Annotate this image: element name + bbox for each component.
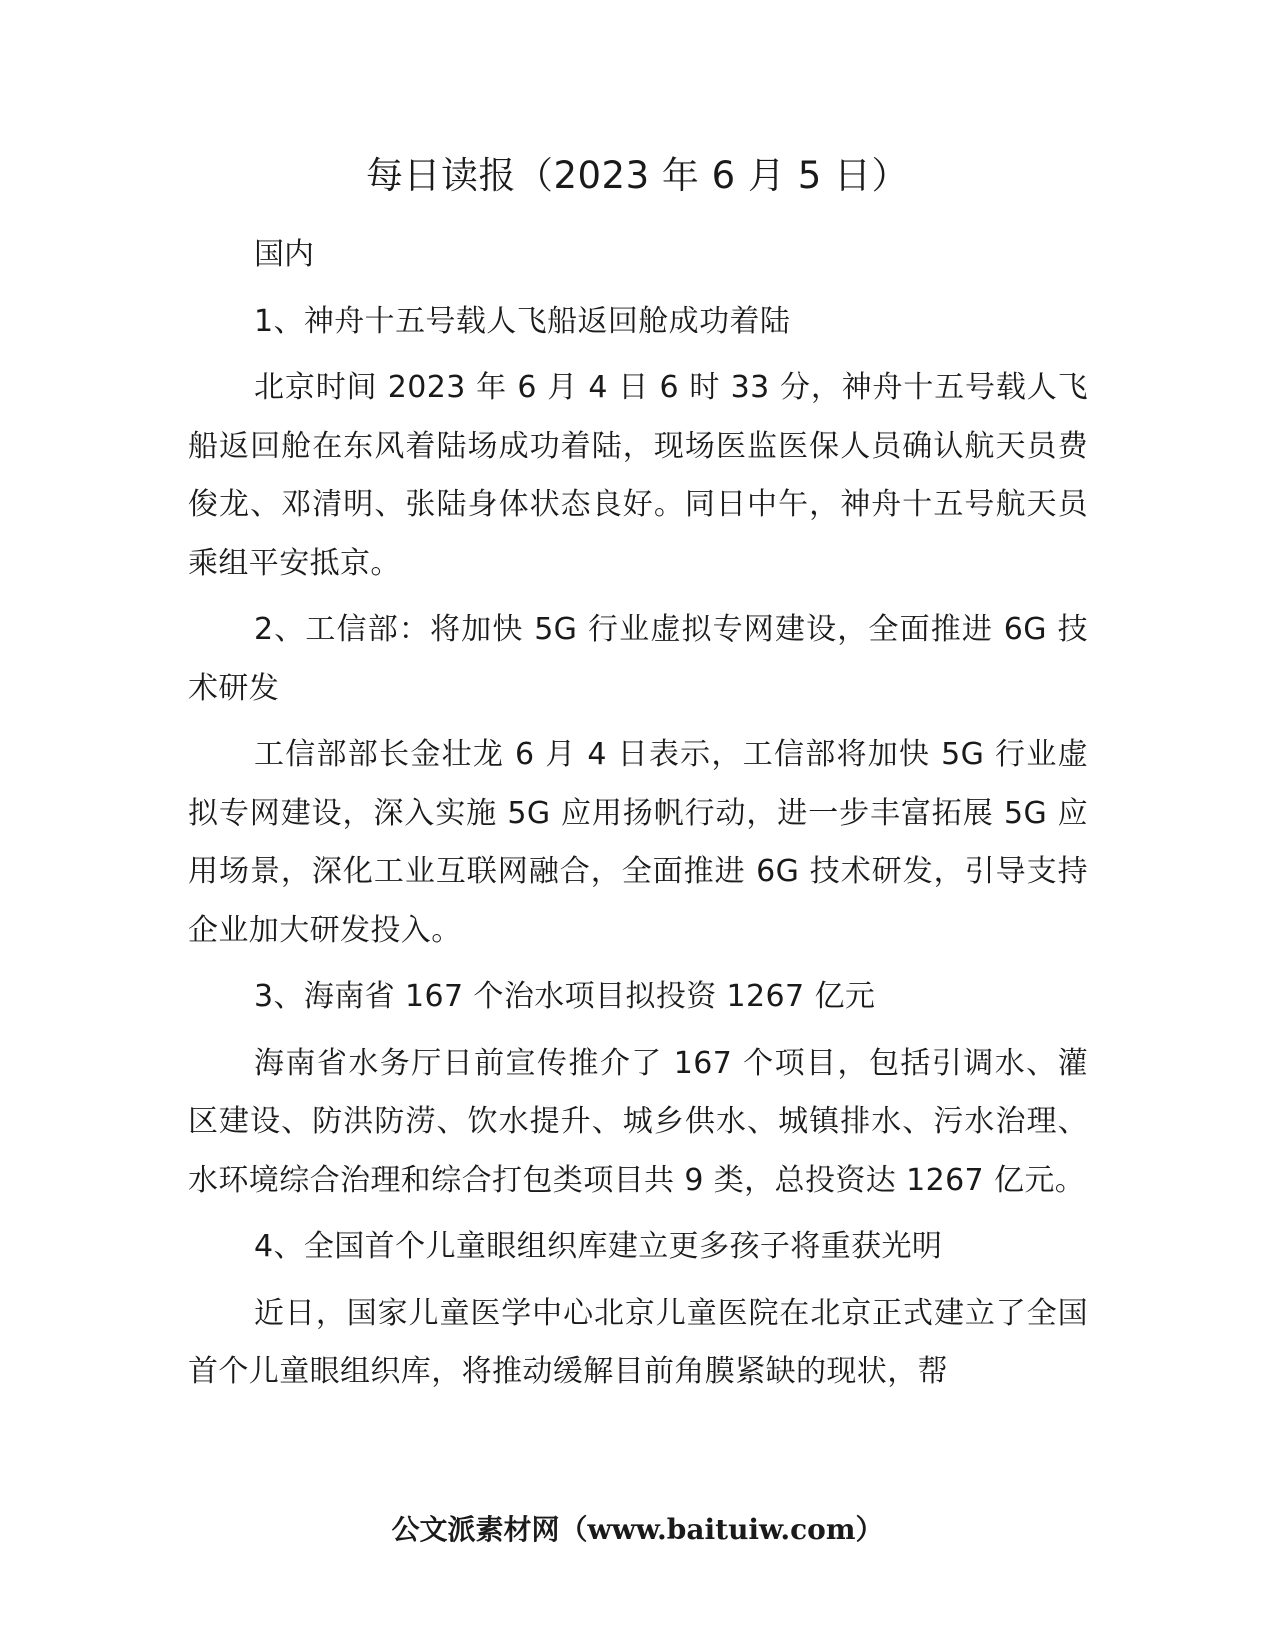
section-label: 国内 xyxy=(254,237,314,272)
news-heading-1: 1、神舟十五号载人飞船返回舱成功着陆 xyxy=(254,303,791,339)
document-title: 每日读报（2023 年 6 月 5 日） xyxy=(365,154,910,197)
news-heading-4: 4、全国首个儿童眼组织库建立更多孩子将重获光明 xyxy=(254,1229,943,1264)
news-body-4: 近日，国家儿童医学中心北京儿童医院在北京正式建立了全国首个儿童眼组织库，将推动缓解目前角膜紧缺的现状，帮 xyxy=(188,1295,1088,1389)
news-heading-3: 3、海南省 167 个治水项目拟投资 1267 亿元 xyxy=(254,979,876,1014)
footer-watermark: 公文派素材网（www.baituiw.com） xyxy=(391,1513,884,1546)
news-body-3: 海南省水务厅日前宣传推介了 167 个项目，包括引调水、灌区建设、防洪防涝、饮水提升、城乡供水、城镇排水、污水治理、水环境综合治理和综合打包类项目共 9 类，总投资达 1267 亿元。 xyxy=(188,1045,1088,1198)
news-heading-2: 2、工信部：将加快 5G 行业虚拟专网建设，全面推进 6G 技术研发 xyxy=(188,612,1088,706)
news-body-2: 工信部部长金壮龙 6 月 4 日表示，工信部将加快 5G 行业虚拟专网建设，深入实施 5G 应用扬帆行动，进一步丰富拓展 5G 应用场景，深化工业互联网融合，全面推进 6G 技术研发，引导支持企业加大研发投入。 xyxy=(188,737,1088,948)
document-body xyxy=(188,226,1088,1410)
news-body-1: 北京时间 2023 年 6 月 4 日 6 时 33 分，神舟十五号载人飞船返回舱在东风着陆场成功着陆，现场医监医保人员确认航天员费俊龙、邓清明、张陆身体状态良好。同日中午，神舟十五号航天员乘组平安抵京。 xyxy=(188,370,1088,581)
